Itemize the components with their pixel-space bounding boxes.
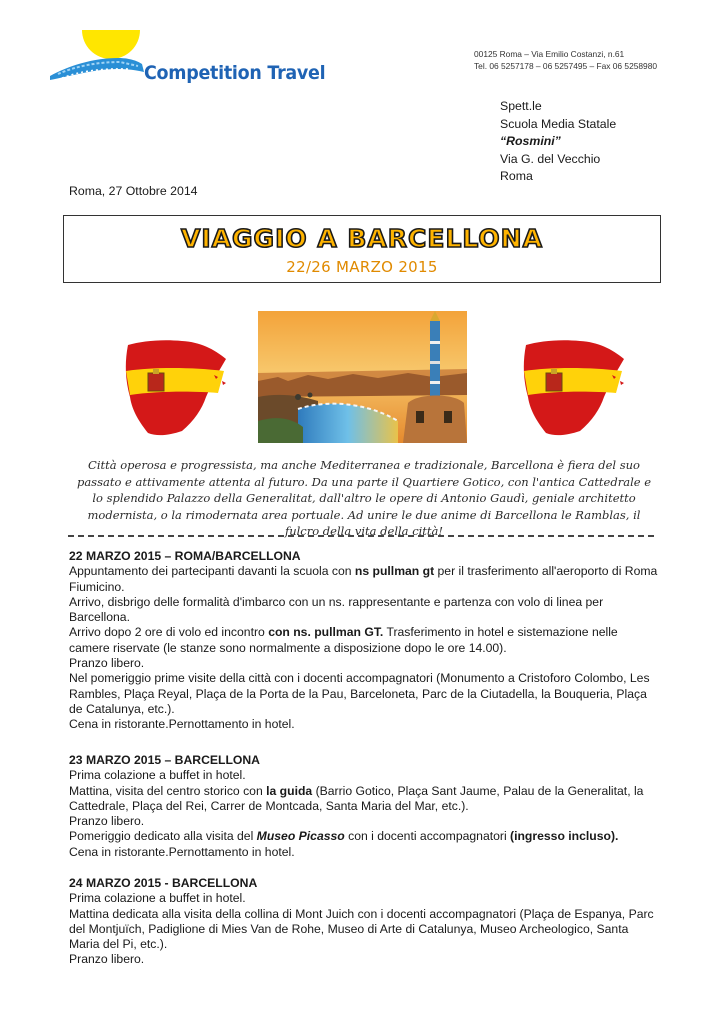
title-box	[63, 215, 661, 283]
addressee-name: “Rosmini”	[500, 134, 561, 148]
day-paragraph: Pomeriggio dedicato alla visita del Museo Picasso con i docenti accompagnatori (ingresso incluso).	[69, 829, 619, 844]
addressee-city: Roma	[500, 169, 533, 183]
day-paragraph: Prima colazione a buffet in hotel.	[69, 891, 246, 906]
day-heading: 22 MARZO 2015 – ROMA/BARCELLONA	[69, 549, 301, 563]
day-section-24-marzo	[69, 876, 659, 968]
brand-name: Competition Travel	[144, 62, 326, 84]
day-paragraph: Arrivo dopo 2 ore di volo ed incontro con ns. pullman GT. Trasferimento in hotel e sistemazione nelle camere riservate (le stanze sono normalmente a disposizione dopo le ore 14.00).	[69, 625, 618, 655]
company-address: 00125 Roma – Via Emilio Costanzi, n.61	[474, 49, 625, 59]
addressee-street: Via G. del Vecchio	[500, 151, 601, 166]
letter-date: Roma, 27 Ottobre 2014	[69, 184, 198, 198]
day-paragraph: Pranzo libero.	[69, 656, 145, 671]
day-paragraph: Prima colazione a buffet in hotel.	[69, 768, 246, 783]
addressee-school: Scuola Media Statale	[500, 116, 617, 131]
day-section-23-marzo	[69, 753, 659, 860]
company-phone: Tel. 06 5257178 – 06 5257495 – Fax 06 5258980	[474, 61, 658, 71]
day-paragraph: Appuntamento dei partecipanti davanti la scuola con ns pullman gt per il trasferimento all'aeroporto di Roma Fiumicino.	[69, 564, 658, 594]
day-paragraph: Cena in ristorante.Pernottamento in hotel.	[69, 717, 295, 732]
day-paragraph: Cena in ristorante.Pernottamento in hotel.	[69, 844, 295, 859]
intro-paragraph: Città operosa e progressista, ma anche Mediterranea e tradizionale, Barcellona è fiera del suo passato e attivamente attenta al futuro. Da una parte il Quartiere Gotico, con l'antica Cattedrale e lo splendido Palazzo della Generalitat, dall'altro le opere di Antonio Gaudì, geniale architetto modernista, o la rimodernata area portuale. Ad unire le due anime di Barcellona le Ramblas, il fulcro della vita della città!	[76, 458, 652, 539]
barcelona-park-guell-photo	[258, 311, 467, 443]
day-section-22-marzo	[69, 549, 659, 733]
day-heading: 24 MARZO 2015 - BARCELLONA	[69, 876, 258, 890]
day-paragraph: Mattina, visita del centro storico con la guida (Barrio Gotico, Plaça Sant Jaume, Palau de la Generalitat, la Cattedrale, Plaça del Rei, Carrer de Montcada, Santa Maria del Mar, etc.).	[69, 783, 644, 813]
dashed-divider	[68, 535, 654, 537]
company-contact	[474, 48, 657, 72]
company-logo	[48, 28, 326, 88]
day-heading: 23 MARZO 2015 – BARCELLONA	[69, 753, 260, 767]
day-paragraph: Nel pomeriggio prime visite della città con i docenti accompagnatori (Monumento a Cristoforo Colombo, Les Rambles, Plaça Reyal, Plaça de la Porta de la Pau, Barceloneta, Parc de la Ciutadella, la Bouqueria, Plaça de Catalunya, etc.).	[69, 671, 650, 716]
day-paragraph: Pranzo libero.	[69, 952, 145, 967]
trip-dates: 22/26 MARZO 2015	[286, 258, 438, 276]
day-paragraph: Mattina dedicata alla visita della collina di Mont Juich con i docenti accompagnatori (Plaça de Espanya, Parc del Montjuïch, Padiglione di Mies Van de Rohe, Museo di Arte di Catalunya, Museo Archeologico, Santa Maria del Pi, etc.).	[69, 906, 654, 952]
addressee-block	[500, 98, 616, 186]
spain-map-flag-right-icon	[520, 335, 630, 440]
day-paragraph: Arrivo, disbrigo delle formalità d'imbarco con un ns. rappresentante e partenza con volo di linea per Barcellona.	[69, 594, 604, 625]
addressee-salutation: Spett.le	[500, 99, 542, 113]
spain-map-flag-left-icon	[122, 335, 232, 440]
trip-title: VIAGGIO A BARCELLONA	[181, 224, 543, 253]
day-paragraph: Pranzo libero.	[69, 814, 145, 829]
